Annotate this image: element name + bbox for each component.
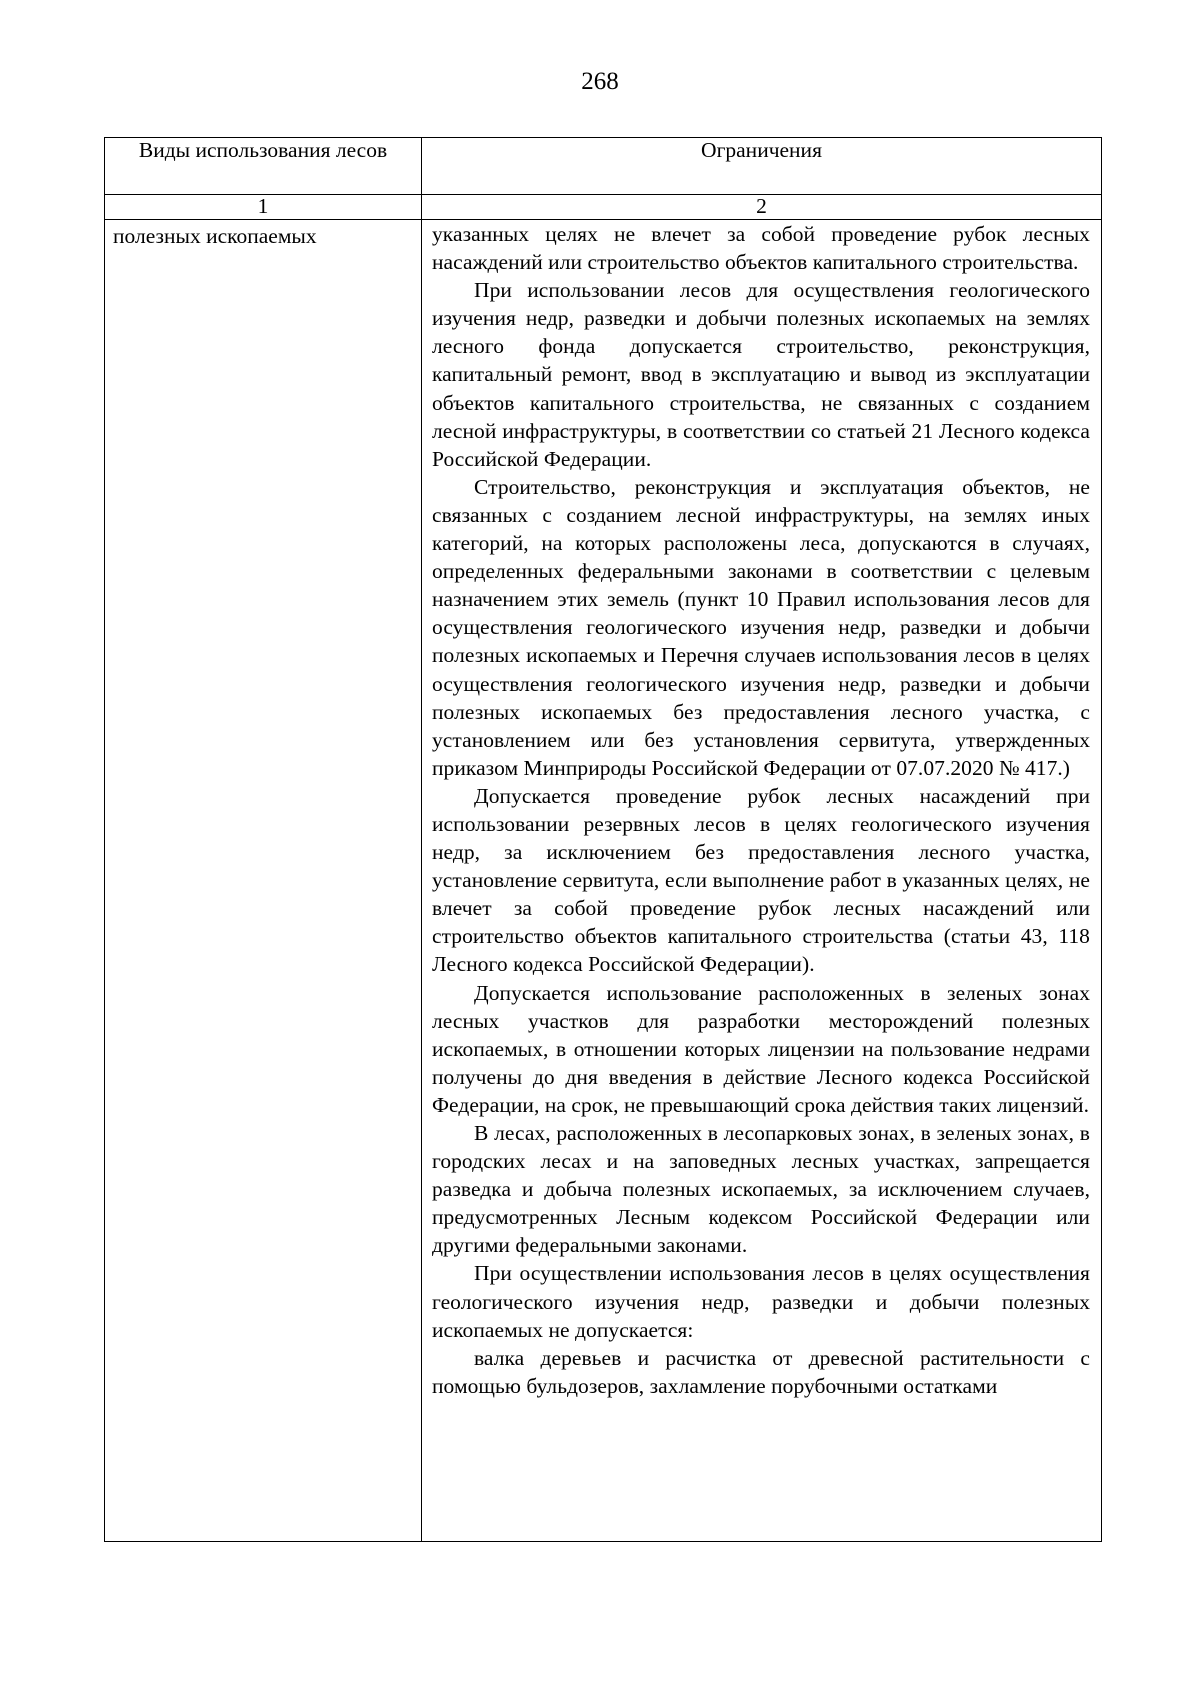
column-header-restrictions [422,138,1102,195]
restriction-paragraph: указанных целях не влечет за собой проведение рубок лесных насаждений или строительство объектов капитального строительства. [432,222,1090,275]
usage-type-cell: полезных ископаемых [105,220,422,1542]
restriction-paragraph: Строительство, реконструкция и эксплуатация объектов, не связанных с созданием лесной инфраструктуры, на землях иных категорий, на которых расположены леса, допускаются в случаях, определенных федеральными законами в соответствии с целевым назначением этих земель (пункт 10 Правил использования лесов для осуществления геологического изучения недр, разведки и добычи полезных ископаемых и Перечня случаев использования лесов в целях осуществления геологического изучения недр, разведки и добычи полезных ископаемых без предоставления лесного участка, с установлением или без установления сервитута, утвержденных приказом Минприроды Российской Федерации от 07.07.2020 № 417.) [432,474,1090,780]
column-number-2: 2 [422,195,1102,220]
table-header-row [105,138,1102,195]
column-header-usage-type [105,138,422,195]
restriction-paragraph: При осуществлении использования лесов в целях осуществления геологического изучения недр, разведки и добычи полезных ископаемых не допускается: [432,1261,1090,1342]
column-number-row [105,195,1102,220]
restriction-paragraph: валка деревьев и расчистка от древесной растительности с помощью бульдозеров, захламление порубочными остатками [432,1345,1090,1398]
column-number-1: 1 [105,195,422,220]
column-header-usage-type-label: Виды использования лесов [138,138,388,162]
restriction-paragraph: Допускается проведение рубок лесных насаждений при использовании резервных лесов в целях геологического изучения недр, за исключением без предоставления лесного участка, установление сервитута, если выполнение работ в указанных целях, не влечет за собой проведение рубок лесных насаждений или строительство объектов капитального строительства (статьи 43, 118 Лесного кодекса Российской Федерации). [432,783,1090,977]
page-number: 268 [581,68,619,95]
restriction-paragraph: В лесах, расположенных в лесопарковых зонах, в зеленых зонах, в городских лесах и на заповедных лесных участках, запрещается разведка и добыча полезных ископаемых, за исключением случаев, предусмотренных Лесным кодексом Российской Федерации или другими федеральными законами. [432,1121,1090,1258]
table-row [105,220,1102,1542]
column-header-restrictions-label: Ограничения [701,138,822,162]
restriction-paragraph: При использовании лесов для осуществления геологического изучения недр, разведки и добычи полезных ископаемых на землях лесного фонда допускается строительство, реконструкция, капитальный ремонт, ввод в эксплуатацию и вывод из эксплуатации объектов капитального строительства, не связанных с созданием лесной инфраструктуры, в соответствии со статьей 21 Лесного кодекса Российской Федерации. [432,278,1090,471]
restriction-paragraph: Допускается использование расположенных в зеленых зонах лесных участков для разработки месторождений полезных ископаемых, в отношении которых лицензии на пользование недрами получены до дня введения в действие Лесного кодекса Российской Федерации, на срок, не превышающий срока действия таких лицензий. [432,980,1090,1117]
restrictions-cell [422,220,1102,1542]
restrictions-table [104,137,1102,1542]
